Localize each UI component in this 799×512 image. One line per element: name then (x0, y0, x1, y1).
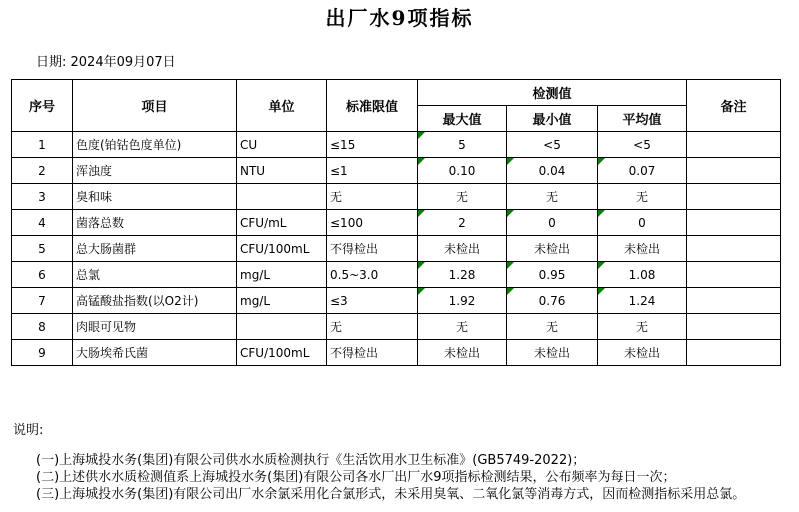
water-quality-table (11, 79, 781, 366)
row-unit: mg/L (237, 288, 327, 314)
header-limit: 标准限值 (327, 80, 418, 132)
row-limit: 无 (327, 314, 418, 340)
row-unit: CFU/100mL (237, 236, 327, 262)
excel-indicator-triangle-icon (507, 158, 514, 165)
excel-indicator-triangle-icon (598, 262, 605, 269)
row-limit: 不得检出 (327, 236, 418, 262)
row-limit: ≤3 (327, 288, 418, 314)
header-max: 最大值 (418, 106, 507, 132)
row-remark (687, 158, 781, 184)
row-max-value: 5 (418, 132, 507, 158)
excel-indicator-triangle-icon (418, 262, 425, 269)
table-row (12, 314, 781, 340)
row-item: 肉眼可见物 (73, 314, 237, 340)
row-unit: CU (237, 132, 327, 158)
page-title: 出厂水9项指标 (325, 6, 474, 30)
excel-indicator-triangle-icon (598, 288, 605, 295)
row-remark (687, 210, 781, 236)
table-header (12, 80, 781, 132)
row-no: 5 (12, 236, 73, 262)
row-max-value: 0.10 (418, 158, 507, 184)
row-no: 4 (12, 210, 73, 236)
row-item: 大肠埃希氏菌 (73, 340, 237, 366)
row-avg-value: <5 (598, 132, 687, 158)
row-max-value: 无 (418, 314, 507, 340)
row-max-value: 未检出 (418, 236, 507, 262)
header-no: 序号 (12, 80, 73, 132)
row-remark (687, 340, 781, 366)
row-item: 总氯 (73, 262, 237, 288)
row-min-value: 0.76 (507, 288, 598, 314)
row-max-value: 2 (418, 210, 507, 236)
row-avg-value: 1.08 (598, 262, 687, 288)
row-no: 2 (12, 158, 73, 184)
row-item: 浑浊度 (73, 158, 237, 184)
row-min-value: <5 (507, 132, 598, 158)
table-row (12, 236, 781, 262)
row-remark (687, 314, 781, 340)
row-unit: mg/L (237, 262, 327, 288)
report-date: 日期: 2024年09月07日 (36, 55, 176, 70)
table-row (12, 184, 781, 210)
header-unit: 单位 (237, 80, 327, 132)
note-line: (二)上述供水水质检测值系上海城投水务(集团)有限公司各水厂出厂水9项指标检测结果，公布频率为每日一次； (36, 470, 676, 485)
row-unit: NTU (237, 158, 327, 184)
row-min-value: 未检出 (507, 340, 598, 366)
row-avg-value: 0 (598, 210, 687, 236)
notes-heading: 说明: (13, 423, 44, 438)
row-min-value: 无 (507, 314, 598, 340)
row-no: 6 (12, 262, 73, 288)
row-remark (687, 184, 781, 210)
table-row (12, 262, 781, 288)
row-no: 1 (12, 132, 73, 158)
table-row (12, 158, 781, 184)
table-row (12, 210, 781, 236)
row-unit (237, 314, 327, 340)
row-avg-value: 1.24 (598, 288, 687, 314)
row-no: 7 (12, 288, 73, 314)
row-no: 3 (12, 184, 73, 210)
notes-block (36, 452, 745, 503)
row-limit: 无 (327, 184, 418, 210)
row-avg-value: 无 (598, 184, 687, 210)
row-item: 菌落总数 (73, 210, 237, 236)
row-limit: ≤15 (327, 132, 418, 158)
excel-indicator-triangle-icon (507, 210, 514, 217)
row-max-value: 未检出 (418, 340, 507, 366)
row-unit: CFU/100mL (237, 340, 327, 366)
row-max-value: 1.92 (418, 288, 507, 314)
header-min: 最小值 (507, 106, 598, 132)
row-no: 8 (12, 314, 73, 340)
row-limit: 不得检出 (327, 340, 418, 366)
row-max-value: 1.28 (418, 262, 507, 288)
row-max-value: 无 (418, 184, 507, 210)
row-no: 9 (12, 340, 73, 366)
row-min-value: 0 (507, 210, 598, 236)
excel-indicator-triangle-icon (418, 288, 425, 295)
row-min-value: 0.95 (507, 262, 598, 288)
header-item: 项目 (73, 80, 237, 132)
row-item: 色度(铂钴色度单位) (73, 132, 237, 158)
excel-indicator-triangle-icon (507, 288, 514, 295)
header-remark: 备注 (687, 80, 781, 132)
row-item: 高锰酸盐指数(以O2计) (73, 288, 237, 314)
row-min-value: 无 (507, 184, 598, 210)
table-row (12, 288, 781, 314)
row-limit: 0.5~3.0 (327, 262, 418, 288)
row-min-value: 0.04 (507, 158, 598, 184)
excel-indicator-triangle-icon (507, 262, 514, 269)
row-remark (687, 236, 781, 262)
header-detection: 检测值 (418, 80, 687, 106)
row-item: 臭和味 (73, 184, 237, 210)
row-min-value: 未检出 (507, 236, 598, 262)
row-limit: ≤100 (327, 210, 418, 236)
row-avg-value: 无 (598, 314, 687, 340)
row-avg-value: 未检出 (598, 340, 687, 366)
row-unit: CFU/mL (237, 210, 327, 236)
header-avg: 平均值 (598, 106, 687, 132)
excel-indicator-triangle-icon (418, 132, 425, 139)
excel-indicator-triangle-icon (598, 210, 605, 217)
row-remark (687, 288, 781, 314)
note-line: (一)上海城投水务(集团)有限公司供水水质检测执行《生活饮用水卫生标准》(GB5749-2022)； (36, 453, 586, 468)
excel-indicator-triangle-icon (598, 158, 605, 165)
row-avg-value: 未检出 (598, 236, 687, 262)
row-item: 总大肠菌群 (73, 236, 237, 262)
note-line: (三)上海城投水务(集团)有限公司出厂水余氯采用化合氯形式，未采用臭氧、二氧化氯等消毒方式，因而检测指标采用总氯。 (36, 487, 746, 502)
row-remark (687, 132, 781, 158)
row-unit (237, 184, 327, 210)
excel-indicator-triangle-icon (418, 210, 425, 217)
table-row (12, 132, 781, 158)
row-avg-value: 0.07 (598, 158, 687, 184)
row-remark (687, 262, 781, 288)
row-limit: ≤1 (327, 158, 418, 184)
excel-indicator-triangle-icon (418, 158, 425, 165)
table-row (12, 340, 781, 366)
